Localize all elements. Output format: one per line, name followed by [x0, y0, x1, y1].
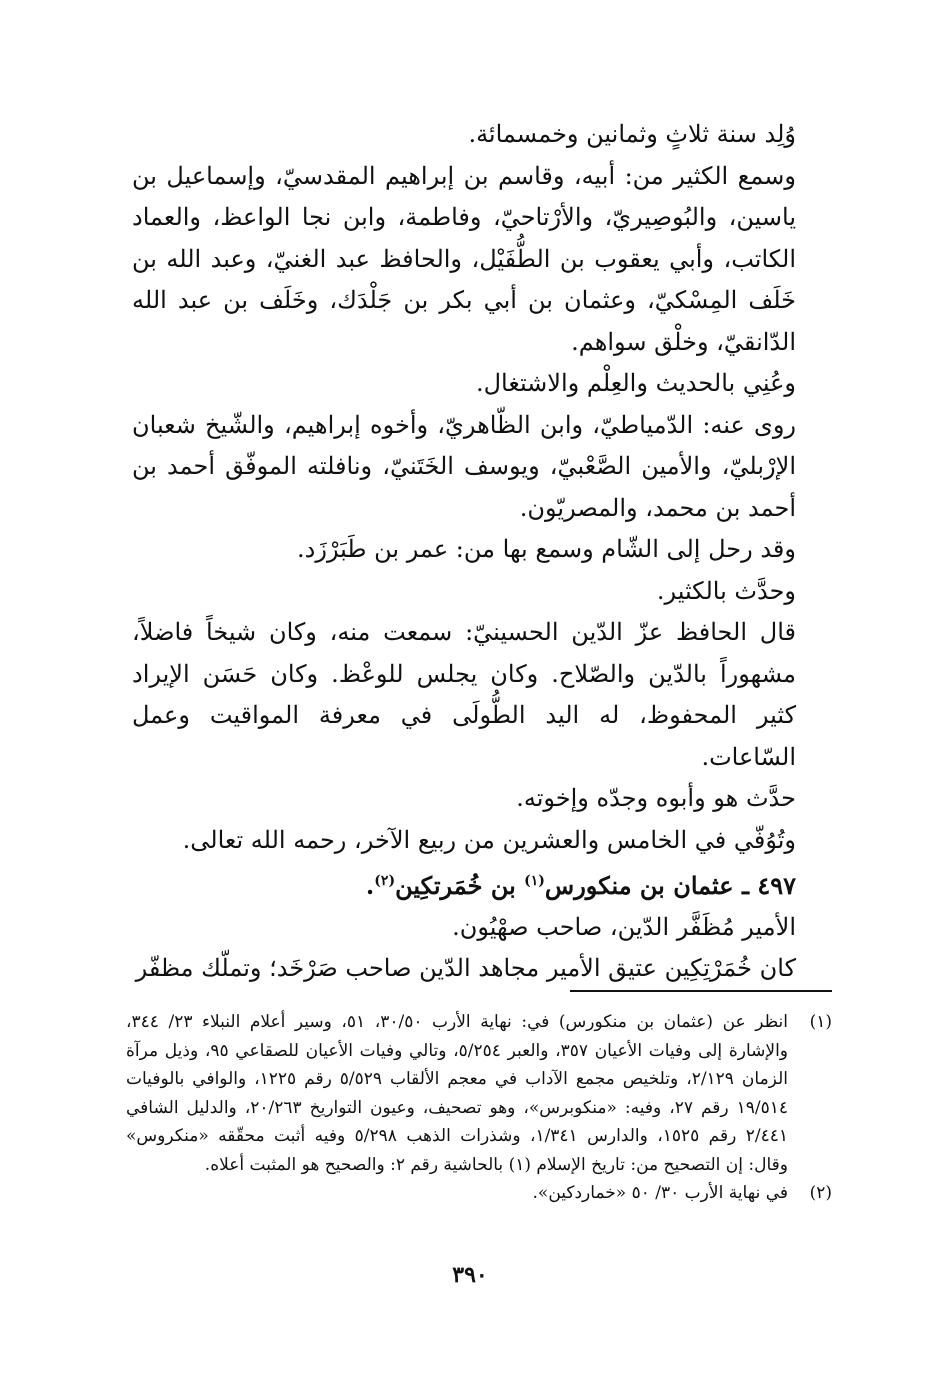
paragraph-students: روى عنه: الدّمياطيّ، وابن الظّاهريّ، وأخوه إبراهيم، والشّيخ شعبان الإرْبليّ، والأمين الصَّعْبيّ، ويوسف الخَتَنيّ، ونافلته الموفّق أحمد بن أحمد بن محمد، والمصريّون.: [132, 410, 796, 522]
paragraph-quote: قال الحافظ عزّ الدّين الحسينيّ: سمعت منه، وكان شيخاً فاضلاً، مشهوراً بالدّين والصّلاح. وكان يجلس للوعْظ. وكان حَسَن الإيراد كثير المحفوظ، له اليد الطُّولَى في معرفة المواقيت وعمل السّاعات.: [132, 618, 796, 771]
footnote-number: (٢): [809, 1183, 832, 1203]
paragraph-narrated: وحدَّث بالكثير.: [656, 576, 796, 605]
footnote-1: [126, 1008, 832, 1179]
footnote-number: (١): [809, 1012, 832, 1032]
footnotes: [126, 1008, 832, 1208]
footnote-ref-2[interactable]: (٢): [374, 873, 396, 889]
paragraph-birth: وُلِد سنة ثلاثٍ وثمانين وخمسمائة.: [468, 120, 796, 148]
paragraph-studies: وعُنِي بالحديث والعِلْم والاشتغال.: [475, 369, 796, 397]
entry-number: ٤٩٧: [757, 871, 796, 900]
main-text: [132, 114, 832, 990]
paragraph-history: كان خُمَرْتِكِين عتيق الأمير مجاهد الدّين صاحب صَرْخَد؛ وتملّك مظفّر: [135, 954, 796, 982]
entry-dash: ـ: [741, 871, 749, 900]
footnote-2: [126, 1179, 832, 1208]
entry-name-part2: بن خُمَرتكِين: [395, 871, 516, 900]
footnote-divider: [570, 990, 832, 992]
paragraph-travel: وقد رحل إلى الشّام وسمع بها من: عمر بن طَبَرْزَد.: [297, 535, 796, 563]
entry-end: .: [365, 871, 375, 900]
footnote-text: في نهاية الأرب ٣٠/ ٥٠ «خماردكين».: [532, 1183, 788, 1203]
entry-heading: [132, 861, 832, 907]
paragraph-title: الأمير مُظَفَّر الدّين، صاحب صهْيُون.: [452, 912, 796, 941]
paragraph-death: وتُوُفّي في الخامس والعشرين من ربيع الآخر، رحمه الله تعالى.: [182, 825, 796, 854]
entry-name-part1: عثمان بن منكورس: [544, 871, 734, 900]
footnote-text: انظر عن (عثمان بن منكورس) في: نهاية الأرب ٣٠/٥٠، ٥١، وسير أعلام النبلاء ٢٣/ ٣٤٤، والإشارة إلى وفيات الأعيان ٣٥٧، والعبر ٥/٢٥٤، وتالي وفيات الأعيان للصقاعي ٩٥، وذيل مرآة الزمان ٢/١٢٩، وتلخيص مجمع الآداب في معجم الألقاب ٥/٥٢٩ رقم ١٢٢٥، والوافي بالوفيات ١٩/٥١٤ رقم ٢٧، وفيه: «منكوبرس»، وهو تصحيف، وعيون التواريخ ٢٠/٢٦٣، والدليل الشافي ٢/٤٤١ رقم ١٥٢٥، والدارس ١/٣٤١، وشذرات الذهب ٥/٢٩٨ وفيه أثبت محقّقه «منكروس» وقال: إن التصحيح من: تاريخ الإسلام (١) بالحاشية رقم ٢: والصحيح هو المثبت أعلاه.: [126, 1012, 789, 1175]
paragraph-family: حدَّث هو وأبوه وجدّه وإخوته.: [516, 784, 796, 812]
footnote-ref-1[interactable]: (١): [524, 873, 545, 889]
page-number: ٣٩٠: [452, 1262, 488, 1288]
paragraph-teachers: وسمع الكثير من: أبيه، وقاسم بن إبراهيم المقدسيّ، وإسماعيل بن ياسين، والبُوصِيريّ، والأرْتاحيّ، وفاطمة، وابن نجا الواعظ، والعماد الكاتب، وأبي يعقوب بن الطُّفَيْل، والحافظ عبد الغنيّ، وعبد الله بن خَلَف المِسْكيّ، وعثمان بن أبي بكر بن جَلْدَك، وخَلَف بن عبد الله الدّانقيّ، وخلْق سواهم.: [132, 161, 796, 356]
